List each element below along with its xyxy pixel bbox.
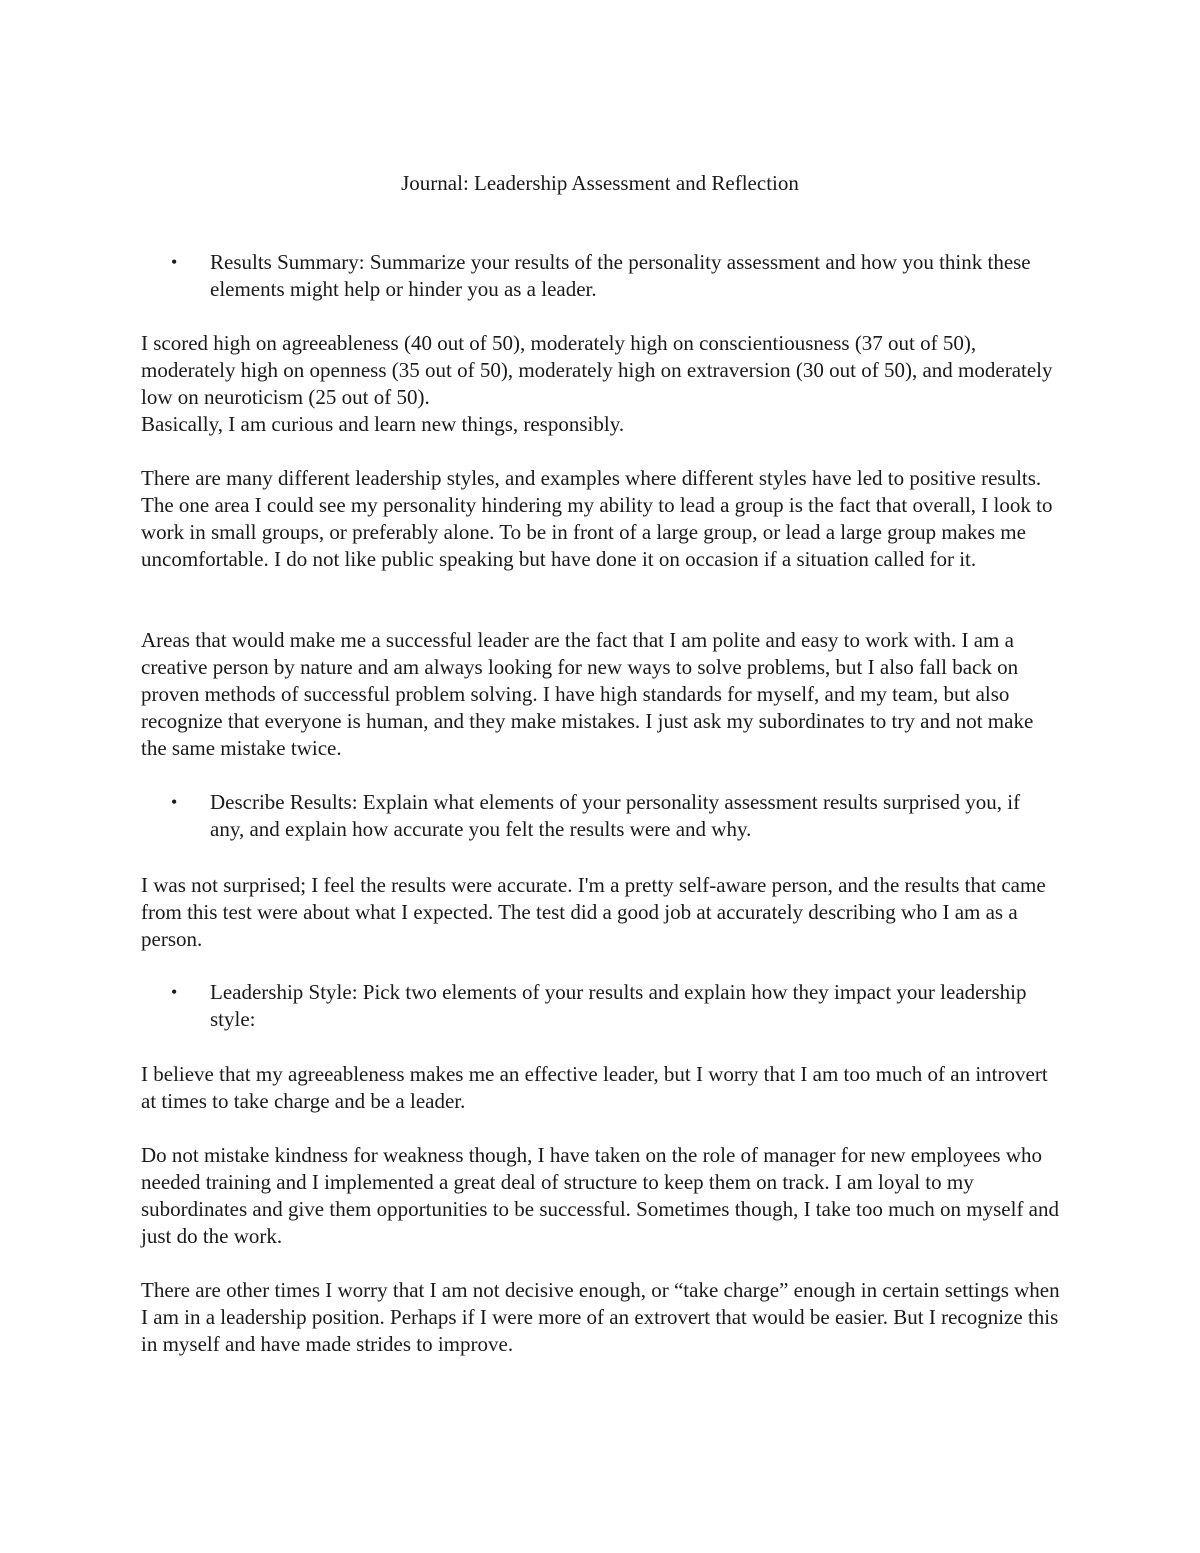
paragraph-hindrances: There are many different leadership styles, and examples where different styles have led to positive results. The one area I could see my personality hindering my ability to lead a group is the fact that overall, I look to work in small groups, or preferably alone. To be in front of a large group, or lead a large group makes me uncomfortable. I do not like public speaking but have done it on occasion if a situation called for it.	[141, 466, 1053, 571]
bullet-icon: •	[171, 982, 178, 1002]
bullet-icon: •	[171, 792, 178, 812]
bullet-icon: •	[171, 252, 178, 272]
paragraph-scores: I scored high on agreeableness (40 out of 50), moderately high on conscientiousness (37 out of 50), moderately high on openness (35 out of 50), moderately high on extraversion (30 out of 50), and moderately low on neuroticism (25 out of 50).	[141, 331, 1053, 409]
paragraph-decisiveness: There are other times I worry that I am not decisive enough, or “take charge” enough in certain settings when I am in a leadership position. Perhaps if I were more of an extrovert that would be easier. But I recognize this in myself and have made strides to improve.	[141, 1278, 1060, 1356]
paragraph-agreeableness: I believe that my agreeableness makes me an effective leader, but I worry that I am too much of an introvert at times to take charge and be a leader.	[141, 1062, 1048, 1113]
prompt-describe-results	[171, 789, 1041, 843]
paragraph-not-surprised: I was not surprised; I feel the results were accurate. I'm a pretty self-aware person, and the results that came from this test were about what I expected. The test did a good job at accurately describing who I am as a person.	[141, 873, 1046, 951]
paragraph-kindness: Do not mistake kindness for weakness though, I have taken on the role of manager for new employees who needed training and I implemented a great deal of structure to keep them on track. I am loyal to my subordinates and give them opportunities to be successful. Sometimes though, I take too much on myself and just do the work.	[141, 1143, 1060, 1248]
prompt-text: Describe Results: Explain what elements of your personality assessment results surprised you, if any, and explain how accurate you felt the results were and why.	[210, 790, 1021, 841]
prompt-text: Leadership Style: Pick two elements of your results and explain how they impact your leadership style:	[210, 980, 1027, 1031]
paragraph-strengths: Areas that would make me a successful leader are the fact that I am polite and easy to work with. I am a creative person by nature and am always looking for new ways to solve problems, but I also fall back on proven methods of successful problem solving. I have high standards for myself, and my team, but also recognize that everyone is human, and they make mistakes. I just ask my subordinates to try and not make the same mistake twice.	[141, 628, 1034, 760]
prompt-text: Results Summary: Summarize your results of the personality assessment and how you think these elements might help or hinder you as a leader.	[210, 250, 1031, 301]
document-title: Journal: Leadership Assessment and Reflection	[401, 171, 799, 195]
prompt-results-summary	[171, 249, 1041, 303]
prompt-leadership-style	[171, 979, 1041, 1033]
paragraph-summary-line: Basically, I am curious and learn new things, responsibly.	[141, 412, 625, 436]
